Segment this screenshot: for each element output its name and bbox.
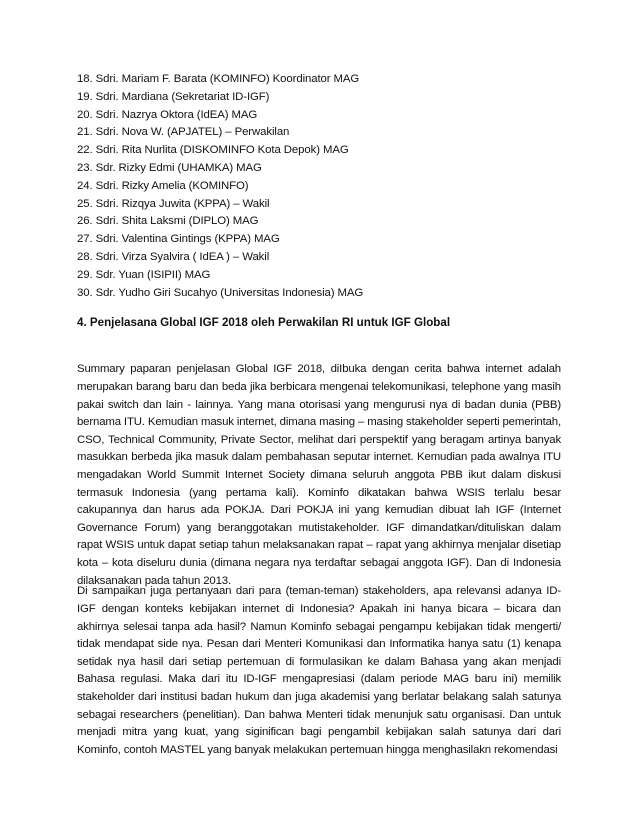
list-item: 28. Sdri. Virza Syalvira ( IdEA ) – Wakil [77, 250, 270, 263]
member-list [77, 71, 567, 302]
paragraph-summary: Summary paparan penjelasan Global IGF 2018, diIbuka dengan cerita bahwa internet adalah merupakan barang baru dan beda jika berbicara mengenai telekomunikasi, telephone yang masih pakai switch dan lain - lainnya. Yang mana otorisasi yang mengurusi nya di badan dunia (PBB) bernama ITU. Kemudian masuk internet, dimana masing – masing stakeholder seperti pemerintah, CSO, Technical Community, Private Sector, melihat dari perspektif yang beragam artinya banyak masukkan berbeda jika masuk dalam pembahasan seputar internet. Kemudian pada awalnya ITU mengadakan World Summit Internet Society dimana seluruh anggota PBB ikut dalam diskusi termasuk Indonesia (yang pertama kali). Kominfo dikatakan bahwa WSIS terlalu besar cakupannya dan harus ada POKJA. Dari POKJA ini yang kemudian dibuat lah IGF (Internet Governance Forum) yang beranggotakan mutistakeholder. IGF dimandatkan/dituliskan dalam rapat WSIS untuk dapat setiap tahun melaksanakan rapat – rapat yang akhirnya menjalar disetiap kota – kota diseluru dunia (dimana negara nya terdaftar sebagai anggota IGF). Dan di Indonesia dilaksanakan pada tahun 2013. [77, 363, 561, 587]
list-item: 21. Sdri. Nova W. (APJATEL) – Perwakilan [77, 126, 290, 139]
list-item: 19. Sdri. Mardiana (Sekretariat ID-IGF) [77, 90, 270, 103]
list-item: 26. Sdri. Shita Laksmi (DIPLO) MAG [77, 215, 259, 228]
list-item: 24. Sdri. Rizky Amelia (KOMINFO) [77, 179, 249, 192]
list-item: 25. Sdri. Rizqya Juwita (KPPA) – Wakil [77, 197, 270, 210]
list-item: 22. Sdri. Rita Nurlita (DISKOMINFO Kota Depok) MAG [77, 144, 349, 157]
list-item: 20. Sdri. Nazrya Oktora (IdEA) MAG [77, 108, 258, 121]
list-item: 23. Sdr. Rizky Edmi (UHAMKA) MAG [77, 161, 262, 174]
list-item: 30. Sdr. Yudho Giri Sucahyo (Universitas Indonesia) MAG [77, 286, 364, 299]
paragraph-questions: Di sampaikan juga pertanyaan dari para (teman-teman) stakeholders, apa relevansi adanya ID-IGF dengan konteks kebijakan internet di Indonesia? Apakah ini hanya bicara – bicara dan akhirnya selesai tanpa ada hasil? Namun Kominfo sebagai pengampu kebijakan tidak mengerti/ tidak mendapat side nya. Pesan dari Menteri Komunikasi dan Informatika hanya satu (1) kenapa setidak nya hasil dari setiap pertemuan di formulasikan ke dalam Bahasa yang akan menjadi Bahasa regulasi. Maka dari itu ID-IGF mengapresiasi (dalam periode MAG baru ini) memilik stakeholder dari institusi badan hukum dan juga akademisi yang berlatar belakang salah satunya sebagai researchers (penelitian). Dan bahwa Menteri tidak menunjuk satu organisasi. Dan untuk menjadi mitra yang kuat, yang siginifican bagi pengambil kebijakan salah satunya dari dari Kominfo, contoh MASTEL yang banyak melakukan pertemuan hingga menghasilakn rekomendasi [77, 585, 561, 756]
list-item: 29. Sdr. Yuan (ISIPII) MAG [77, 268, 211, 281]
section-heading: 4. Penjelasana Global IGF 2018 oleh Perwakilan RI untuk IGF Global [77, 316, 451, 329]
list-item: 18. Sdri. Mariam F. Barata (KOMINFO) Koordinator MAG [77, 73, 360, 85]
list-item: 27. Sdri. Valentina Gintings (KPPA) MAG [77, 233, 280, 246]
